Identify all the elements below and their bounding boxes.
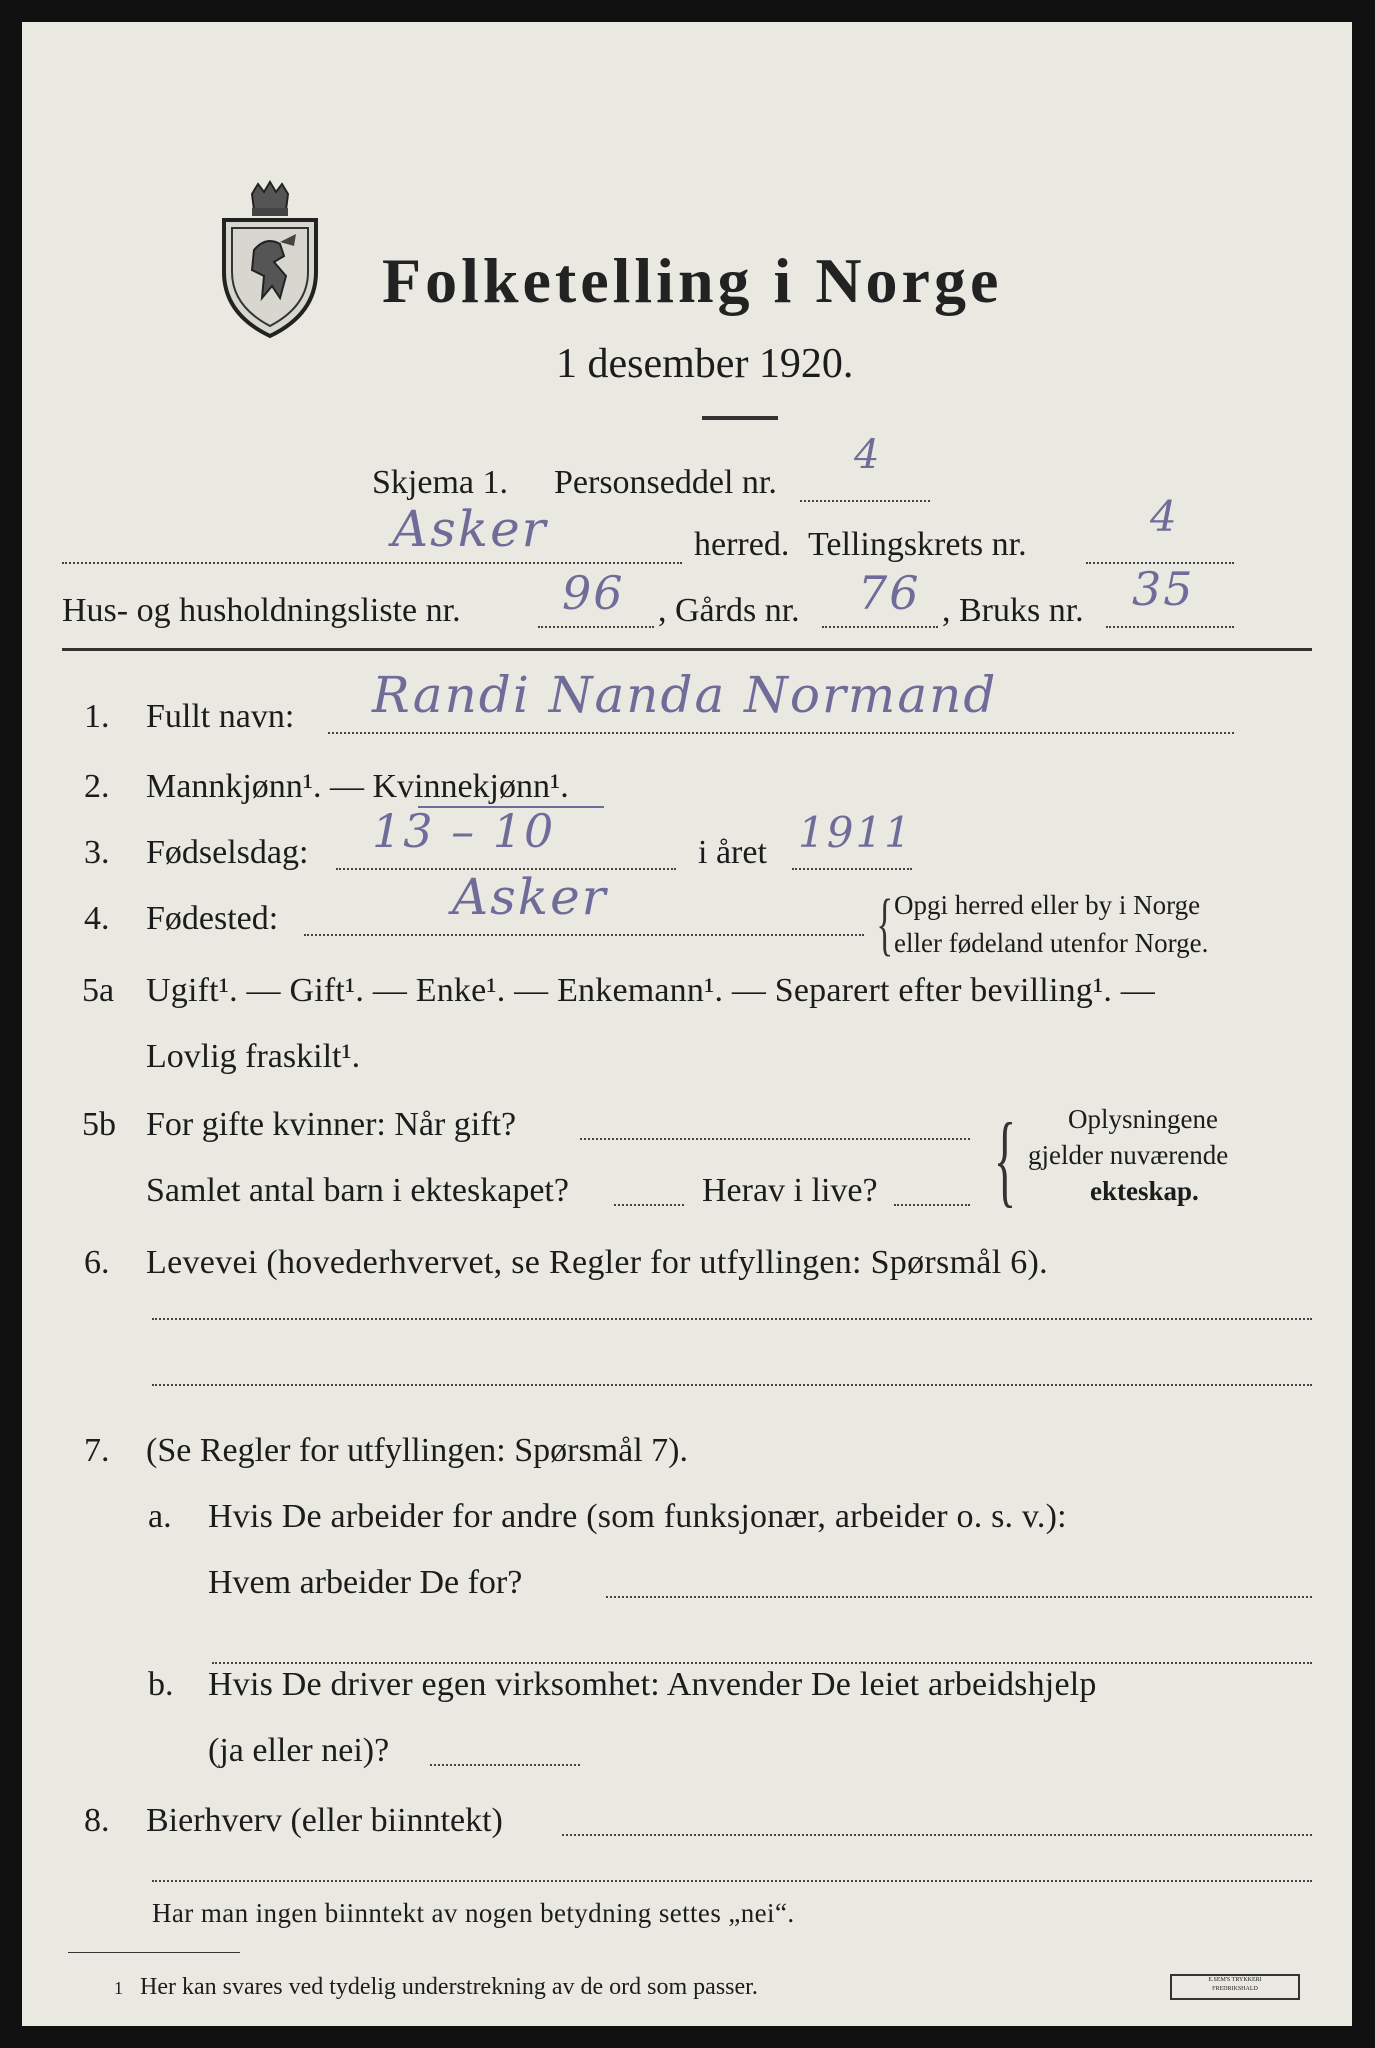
norway-coat-of-arms-icon: [214, 180, 326, 340]
q1-line: [328, 732, 1234, 734]
q1-number: 1.: [84, 698, 110, 735]
q1-label: Fullt navn:: [146, 698, 295, 735]
herred-value: Asker: [392, 500, 548, 558]
q5b-note-brace: {: [993, 1102, 1017, 1217]
personseddel-line: [800, 500, 930, 502]
q5a-text-line-1: Ugift¹. — Gift¹. — Enke¹. — Enkemann¹. — Separert efter bevilling¹. —: [146, 972, 1155, 1009]
husliste-label: Hus- og husholdningsliste nr.: [62, 592, 461, 629]
q5b-text-line-3: Herav i live?: [702, 1172, 878, 1209]
q5b-alive-line: [894, 1204, 970, 1206]
printer-stamp-line-2: FREDRIKSHALD: [1212, 1986, 1258, 1992]
q8-text: Bierhverv (eller biinntekt): [146, 1802, 503, 1839]
q5b-note-line-2: gjelder nuværende: [1028, 1140, 1229, 1170]
gards-value: 76: [858, 566, 921, 620]
q6-answer-line-1: [152, 1318, 1312, 1320]
form-title: Folketelling i Norge: [382, 245, 1003, 316]
q5b-note-line-3: ekteskap.: [1090, 1176, 1199, 1206]
q4-note-line-1: Opgi herred eller by i Norge: [894, 890, 1201, 920]
q4-label: Fødested:: [146, 900, 279, 937]
q7a-text-line-2: Hvem arbeider De for?: [208, 1564, 523, 1601]
footnote-divider: [68, 1952, 240, 1953]
title-divider: [702, 416, 778, 420]
q5a-number: 5a: [82, 972, 115, 1009]
q3-label: Fødselsdag:: [146, 834, 309, 871]
q7b-letter: b.: [148, 1666, 174, 1703]
tellingskrets-value: 4: [1150, 492, 1179, 541]
q8-answer-line-1: [562, 1834, 1312, 1836]
q7a-letter: a.: [148, 1498, 172, 1535]
q7b-text-line-1: Hvis De driver egen virksomhet: Anvender De leiet arbeidshjelp: [208, 1666, 1097, 1703]
q4-note-line-2: eller fødeland utenfor Norge.: [894, 928, 1209, 958]
skjema-label: Skjema 1.: [372, 464, 508, 501]
census-date: 1 desember 1920.: [556, 341, 854, 387]
q3-year-value: 1911: [798, 808, 913, 857]
q2-text: Mannkjønn¹. — Kvinnekjønn¹.: [146, 768, 569, 805]
q7a-answer-line-1: [606, 1596, 1312, 1598]
q4-number: 4.: [84, 900, 110, 937]
bruks-value: 35: [1132, 562, 1195, 616]
q8-number: 8.: [84, 1802, 110, 1839]
gards-label: , Gårds nr.: [658, 592, 800, 629]
q3-number: 3.: [84, 834, 110, 871]
q5b-note-line-1: Oplysningene: [1068, 1104, 1218, 1134]
q8-answer-line-2: [152, 1880, 1312, 1882]
husliste-value: 96: [562, 566, 625, 620]
q7-number: 7.: [84, 1432, 110, 1469]
tellingskrets-label: Tellingskrets nr.: [808, 526, 1027, 563]
printer-stamp: [1170, 1974, 1300, 2000]
q7-text: (Se Regler for utfyllingen: Spørsmål 7).: [146, 1432, 689, 1469]
q4-value: Asker: [452, 868, 608, 926]
q3-year-label: i året: [698, 834, 767, 871]
q2-number: 2.: [84, 768, 110, 805]
q6-answer-line-2: [152, 1384, 1312, 1386]
bruks-line: [1106, 626, 1234, 628]
personseddel-label: Personseddel nr.: [554, 464, 777, 501]
q4-line: [304, 934, 864, 936]
q4-note-brace: {: [876, 886, 894, 963]
header-divider: [62, 648, 1312, 651]
q7b-text-line-2: (ja eller nei)?: [208, 1732, 390, 1769]
q5b-text-line-2: Samlet antal barn i ekteskapet?: [146, 1172, 569, 1209]
husliste-line: [538, 626, 654, 628]
gards-line: [822, 626, 938, 628]
q3-value: 13 – 10: [372, 804, 556, 858]
q7b-answer-line: [430, 1764, 580, 1766]
q7a-text-line-1: Hvis De arbeider for andre (som funksjonær, arbeider o. s. v.):: [208, 1498, 1067, 1535]
footnote-text: Her kan svares ved tydelig understrekning av de ord som passer.: [140, 1974, 758, 2000]
q3-year-line: [792, 868, 912, 870]
q5b-married-line: [580, 1138, 970, 1140]
census-form-sheet: [22, 22, 1352, 2026]
q7a-answer-line-2: [212, 1662, 1312, 1664]
q6-text: Levevei (hovederhvervet, se Regler for utfyllingen: Spørsmål 6).: [146, 1244, 1048, 1281]
printer-stamp-line-1: E.SEM'S TRYKKERI: [1208, 1977, 1262, 1983]
footnote-mark: 1: [114, 1978, 123, 1998]
bruks-label: , Bruks nr.: [942, 592, 1084, 629]
q5b-children-line: [614, 1204, 684, 1206]
q5b-number: 5b: [82, 1106, 116, 1143]
personseddel-value: 4: [854, 432, 882, 478]
q5b-text-line-1: For gifte kvinner: Når gift?: [146, 1106, 517, 1143]
herred-label: herred.: [694, 526, 790, 563]
q1-value: Randi Nanda Normand: [372, 666, 998, 724]
q5a-text-line-2: Lovlig fraskilt¹.: [146, 1038, 361, 1075]
herred-line: [62, 562, 682, 564]
q6-number: 6.: [84, 1244, 110, 1281]
q8-note: Har man ingen biinntekt av nogen betydning settes „nei“.: [152, 1898, 795, 1928]
